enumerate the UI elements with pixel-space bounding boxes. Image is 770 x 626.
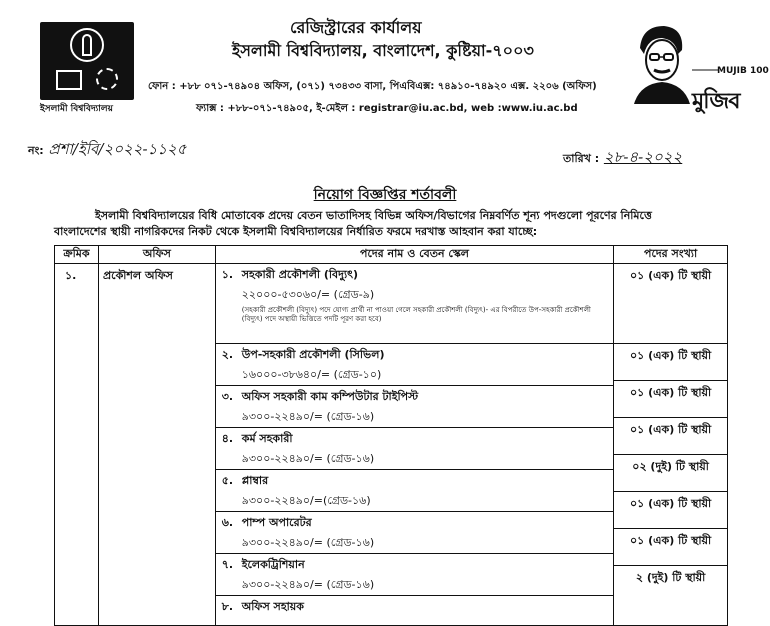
mujib-100-label: MUJIB 100	[717, 66, 769, 76]
notice-title	[0, 183, 770, 207]
post-scale: ৯৩০০-২২৪৯০/= (গ্রেড-১৬)	[241, 535, 375, 549]
post-count: ২ (দুই) টি স্থায়ী	[635, 570, 706, 584]
memo-label: নং:	[28, 144, 44, 157]
post-num: ৩.	[216, 385, 242, 427]
post-count: ০১ (এক) টি স্থায়ী	[614, 343, 727, 380]
minaret-icon	[82, 34, 92, 56]
post-name: পাম্প অপারেটর	[241, 515, 312, 529]
post-scale: ৯৩০০-২২৪৯০/= (গ্রেড-১৬)	[241, 409, 375, 423]
table-header-row	[55, 246, 728, 264]
memo-number	[28, 138, 187, 163]
post-count: ০১ (এক) টি স্থায়ী	[614, 491, 727, 528]
post-count: ০২ (দুই) টি স্থায়ী	[614, 454, 727, 491]
post-row	[216, 469, 613, 511]
row-sl: ১.	[55, 264, 99, 626]
date-label: তারিখ :	[563, 152, 600, 165]
date-value: ২৮-৪-২০২২	[603, 148, 683, 166]
post-name: প্লাম্বার	[241, 473, 269, 487]
phone-line: ফোন : +৮৮ ০৭১-৭৪৯০৪ অফিস, (০৭১) ৭৩৪৩৩ বাসা, পিএবিএক্স: ৭৪৯১০-৭৪৯২০ এক্স. ২২০৬ (অফিস)	[148, 81, 597, 92]
memo-date	[563, 146, 682, 171]
logo-caption: ইসলামী বিশ্ববিদ্যালয়	[40, 104, 113, 114]
portrait-image	[626, 20, 692, 104]
post-note: (সহকারী প্রকৌশলী (বিদ্যুৎ) পদে যোগ্য প্রার্থী না পাওয়া গেলে সহকারী প্রকৌশলী (বিদ্যুৎ)- এর বিপরীতে উপ-সহকারী প্রকৌশলী (বিদ্যুৎ) পদে অস্থায়ী ভিত্তিতে পদটি পূরণ করা হবে)	[241, 306, 591, 323]
count-list	[614, 264, 728, 626]
post-row	[216, 385, 613, 427]
header-post: পদের নাম ও বেতন স্কেল	[215, 246, 613, 264]
notice-title-text: নিয়োগ বিজ্ঞপ্তির শর্তাবলী	[313, 187, 457, 203]
post-num: ৪.	[216, 427, 242, 469]
university-name: ইসলামী বিশ্ববিদ্যালয়, বাংলাদেশ, কুষ্টিয়া-৭০০৩	[232, 41, 534, 60]
table-row	[55, 264, 728, 626]
intro-line-2: বাংলাদেশের স্থায়ী নাগরিকদের নিকট থেকে ইসলামী বিশ্ববিদ্যালয়ের নির্ধারিত ফরমে দরখাস্ত আহবান করা যাচ্ছে:	[54, 225, 538, 238]
post-scale: ৯৩০০-২২৪৯০/= (গ্রেড-১৬)	[241, 451, 375, 465]
post-row	[216, 427, 613, 469]
post-count: ০১ (এক) টি স্থায়ী	[614, 380, 727, 417]
intro-line-1: ইসলামী বিশ্ববিদ্যালয়ের বিধি মোতাবেক প্রদেয় বেতন ভাতাদিসহ বিভিন্ন অফিস/বিভাগের নিম্নবর্ণিত শূন্য পদগুলো পূরণের নিমিত্তে	[95, 209, 652, 222]
university-logo	[40, 22, 134, 100]
fax-email-line: ফ্যাক্স : +৮৮-০৭১-৭৪৯০৫, ই-মেইল : registrar@iu.ac.bd, web :www.iu.ac.bd	[196, 103, 578, 114]
header-office: অফিস	[98, 246, 215, 264]
post-scale: ২২০০০-৫৩০৬০/= (গ্রেড-৯)	[241, 288, 375, 301]
gear-icon	[96, 68, 118, 90]
post-scale: ৯৩০০-২২৪৯০/= (গ্রেড-১৬)	[241, 577, 375, 591]
post-num: ৭.	[216, 553, 242, 595]
office-title: রেজিস্ট্রারের কার্যালয়	[290, 18, 422, 37]
row-office: প্রকৌশল অফিস	[98, 264, 215, 626]
memo-value: প্রশা/ইবি/২০২২-১১২৫	[48, 140, 187, 158]
post-num: ২.	[216, 343, 242, 385]
post-row	[216, 264, 613, 343]
post-count: ০১ (এক) টি স্থায়ী	[614, 528, 727, 565]
book-icon	[56, 70, 82, 90]
post-name: অফিস সহকারী কাম কম্পিউটার টাইপিস্ট	[241, 389, 419, 403]
post-num: ৫.	[216, 469, 242, 511]
post-name: ইলেকট্রিশিয়ান	[241, 557, 305, 571]
post-name: অফিস সহায়ক	[241, 599, 304, 613]
post-num: ৬.	[216, 511, 242, 553]
post-list	[215, 264, 613, 626]
post-name: উপ-সহকারী প্রকৌশলী (সিভিল)	[241, 347, 385, 361]
vacancy-table	[54, 245, 728, 626]
post-name: কর্ম সহকারী	[241, 431, 293, 445]
post-row	[216, 553, 613, 595]
header-count: পদের সংখ্যা	[614, 246, 728, 264]
post-row	[216, 511, 613, 553]
post-name: সহকারী প্রকৌশলী (বিদ্যুৎ)	[241, 268, 359, 281]
post-scale: ৯৩০০-২২৪৯০/=(গ্রেড-১৬)	[241, 493, 371, 507]
header-sl: ক্রমিক	[55, 246, 99, 264]
post-scale: ১৬০০০-৩৮৬৪০/= (গ্রেড-১০)	[241, 367, 382, 381]
post-count: ০১ (এক) টি স্থায়ী	[614, 417, 727, 454]
post-count: ০১ (এক) টি স্থায়ী	[614, 264, 727, 343]
post-row	[216, 595, 613, 625]
mujib-logo-text: মুজিব	[692, 89, 740, 114]
post-num: ৮.	[221, 599, 234, 613]
post-row	[216, 343, 613, 385]
post-num: ১.	[216, 264, 242, 343]
